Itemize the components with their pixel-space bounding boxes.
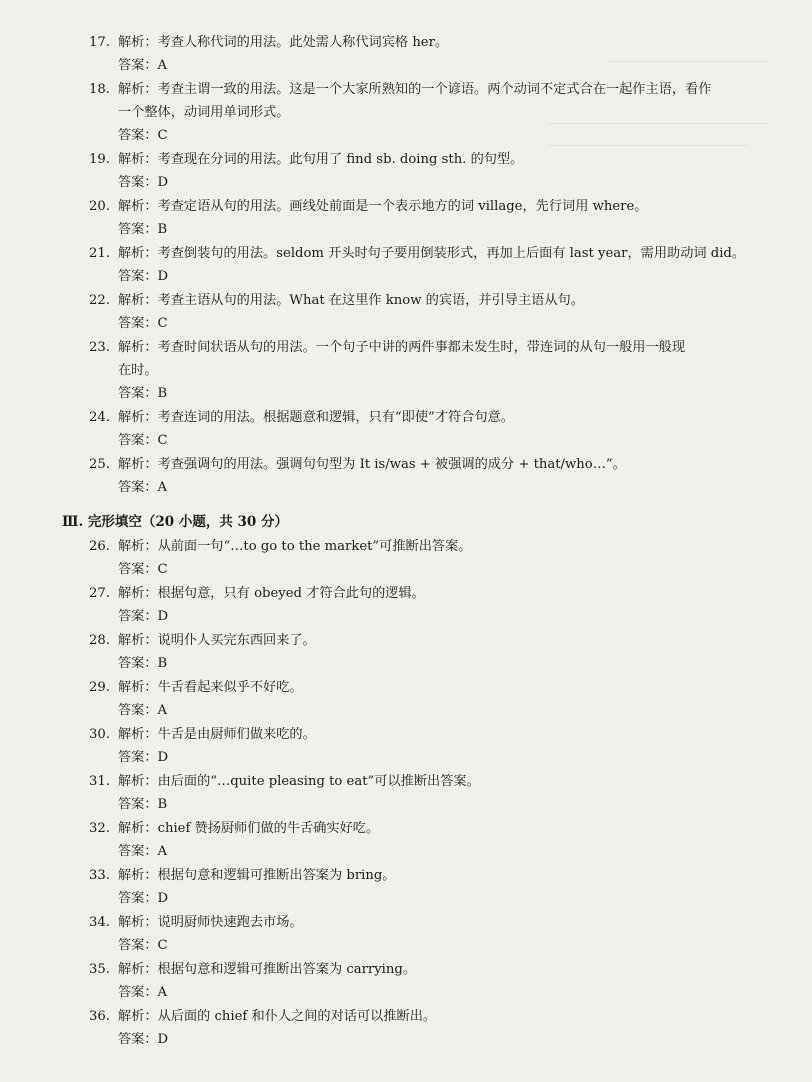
analysis-text: 根据句意，只有 obeyed 才符合此句的逻辑。 [157, 586, 425, 601]
answer-item [82, 195, 782, 241]
answer-text: 答案：D [118, 750, 169, 765]
answer-text: 答案：D [118, 175, 169, 190]
analysis-label: 解析： [118, 962, 158, 977]
item-number: 34. [89, 915, 110, 930]
answer-item [82, 864, 782, 910]
analysis-label: 解析： [118, 586, 158, 601]
item-first-line [82, 453, 782, 476]
analysis-label: 解析： [118, 633, 158, 648]
answer-text: 答案：D [118, 891, 169, 906]
answer-item [82, 406, 782, 452]
analysis-label: 解析： [118, 868, 158, 883]
analysis-text: chief 赞扬厨师们做的牛舌确实好吃。 [157, 821, 380, 836]
answer-item [82, 676, 782, 722]
analysis-label: 解析： [118, 152, 158, 167]
answer-item [82, 723, 782, 769]
item-first-line [82, 723, 782, 746]
analysis-text-continued: 一个整体，动词用单词形式。 [118, 105, 290, 120]
analysis-text: 牛舌看起来似乎不好吃。 [157, 680, 303, 695]
answer-text: 答案：A [118, 480, 168, 495]
item-number: 32. [89, 821, 110, 836]
analysis-text: 考查强调句的用法。强调句句型为 It is/was + 被强调的成分 + that/who…”。 [157, 457, 626, 472]
analysis-label: 解析： [118, 1009, 158, 1024]
answer-text: 答案：D [118, 1032, 169, 1047]
answer-text: 答案：C [118, 938, 168, 953]
analysis-label: 解析： [118, 340, 158, 355]
answer-item [82, 31, 782, 77]
answer-text: 答案：B [118, 386, 168, 401]
answer-item [82, 78, 782, 147]
answer-text: 答案：B [118, 656, 168, 671]
analysis-text: 由后面的“…quite pleasing to eat”可以推断出答案。 [157, 774, 480, 789]
answer-item [82, 453, 782, 499]
analysis-text: 考查主语从句的用法。What 在这里作 know 的宾语，并引导主语从句。 [157, 293, 584, 308]
analysis-text: 考查时间状语从句的用法。一个句子中讲的两件事都未发生时，带连词的从句一般用一般现 [157, 340, 686, 355]
answer-text: 答案：C [118, 128, 168, 143]
item-number: 21. [89, 246, 110, 261]
answer-item [82, 817, 782, 863]
answer-text: 答案：D [118, 609, 169, 624]
analysis-label: 解析： [118, 199, 158, 214]
answer-text: 答案：A [118, 58, 168, 73]
item-first-line [82, 958, 782, 981]
answer-text: 答案：C [118, 562, 168, 577]
answer-item [82, 289, 782, 335]
analysis-text: 从后面的 chief 和仆人之间的对话可以推断出。 [157, 1009, 437, 1024]
answer-text: 答案：A [118, 844, 168, 859]
item-first-line [82, 406, 782, 429]
item-first-line [82, 148, 782, 171]
analysis-text: 考查连词的用法。根据题意和逻辑，只有“即使”才符合句意。 [157, 410, 514, 425]
analysis-label: 解析： [118, 680, 158, 695]
analysis-label: 解析： [118, 457, 158, 472]
item-first-line [82, 911, 782, 934]
item-number: 27. [89, 586, 110, 601]
answer-item [82, 148, 782, 194]
item-number: 17. [89, 35, 110, 50]
answer-item [82, 958, 782, 1004]
section-title: Ⅲ. 完形填空（20 小题，共 30 分） [62, 514, 289, 530]
item-first-line [82, 535, 782, 558]
item-first-line [82, 770, 782, 793]
analysis-text-continued: 在时。 [118, 363, 158, 378]
answer-text: 答案：C [118, 316, 168, 331]
analysis-text: 考查定语从句的用法。画线处前面是一个表示地方的词 village，先行词用 where。 [157, 199, 648, 214]
answer-item [82, 911, 782, 957]
analysis-label: 解析： [118, 410, 158, 425]
analysis-text: 从前面一句“…to go to the market”可推断出答案。 [157, 539, 472, 554]
item-number: 29. [89, 680, 110, 695]
answer-item [82, 336, 782, 405]
item-number: 26. [89, 539, 110, 554]
item-number: 22. [89, 293, 110, 308]
answer-text: 答案：A [118, 985, 168, 1000]
analysis-label: 解析： [118, 821, 158, 836]
answer-item [82, 242, 782, 288]
analysis-label: 解析： [118, 35, 158, 50]
analysis-text: 根据句意和逻辑可推断出答案为 bring。 [157, 868, 396, 883]
item-number: 33. [89, 868, 110, 883]
item-first-line [82, 78, 782, 101]
answer-item [82, 1005, 782, 1051]
answer-text: 答案：D [118, 269, 169, 284]
analysis-text: 考查现在分词的用法。此句用了 find sb. doing sth. 的句型。 [157, 152, 524, 167]
item-first-line [82, 1005, 782, 1028]
answer-text: 答案：B [118, 222, 168, 237]
item-first-line [82, 582, 782, 605]
analysis-text: 考查主谓一致的用法。这是一个大家所熟知的一个谚语。两个动词不定式合在一起作主语，看作 [157, 82, 712, 97]
analysis-text: 说明仆人买完东西回来了。 [157, 633, 316, 648]
analysis-label: 解析： [118, 293, 158, 308]
item-number: 36. [89, 1009, 110, 1024]
analysis-label: 解析： [118, 774, 158, 789]
analysis-text: 说明厨师快速跑去市场。 [157, 915, 303, 930]
item-number: 28. [89, 633, 110, 648]
answer-item [82, 770, 782, 816]
answer-text: 答案：A [118, 703, 168, 718]
item-first-line [82, 864, 782, 887]
item-number: 24. [89, 410, 110, 425]
item-first-line [82, 195, 782, 218]
item-number: 25. [89, 457, 110, 472]
item-number: 19. [89, 152, 110, 167]
item-first-line [82, 676, 782, 699]
analysis-label: 解析： [118, 727, 158, 742]
item-first-line [82, 336, 782, 359]
item-number: 18. [89, 82, 110, 97]
item-first-line [82, 817, 782, 840]
answer-text: 答案：C [118, 433, 168, 448]
analysis-label: 解析： [118, 82, 158, 97]
analysis-text: 考查倒装句的用法。seldom 开头时句子要用倒装形式，再加上后面有 last year，需用助动词 did。 [157, 246, 746, 261]
item-number: 30. [89, 727, 110, 742]
item-number: 23. [89, 340, 110, 355]
item-first-line [82, 242, 782, 265]
item-number: 20. [89, 199, 110, 214]
item-first-line [82, 289, 782, 312]
analysis-label: 解析： [118, 539, 158, 554]
answer-text: 答案：B [118, 797, 168, 812]
analysis-text: 根据句意和逻辑可推断出答案为 carrying。 [157, 962, 417, 977]
analysis-text: 牛舌是由厨师们做来吃的。 [157, 727, 316, 742]
item-number: 35. [89, 962, 110, 977]
analysis-text: 考查人称代词的用法。此处需人称代词宾格 her。 [157, 35, 449, 50]
item-number: 31. [89, 774, 110, 789]
analysis-label: 解析： [118, 246, 158, 261]
analysis-label: 解析： [118, 915, 158, 930]
answer-item [82, 535, 782, 581]
item-first-line [82, 629, 782, 652]
answer-item [82, 629, 782, 675]
answer-item [82, 582, 782, 628]
item-first-line [82, 31, 782, 54]
